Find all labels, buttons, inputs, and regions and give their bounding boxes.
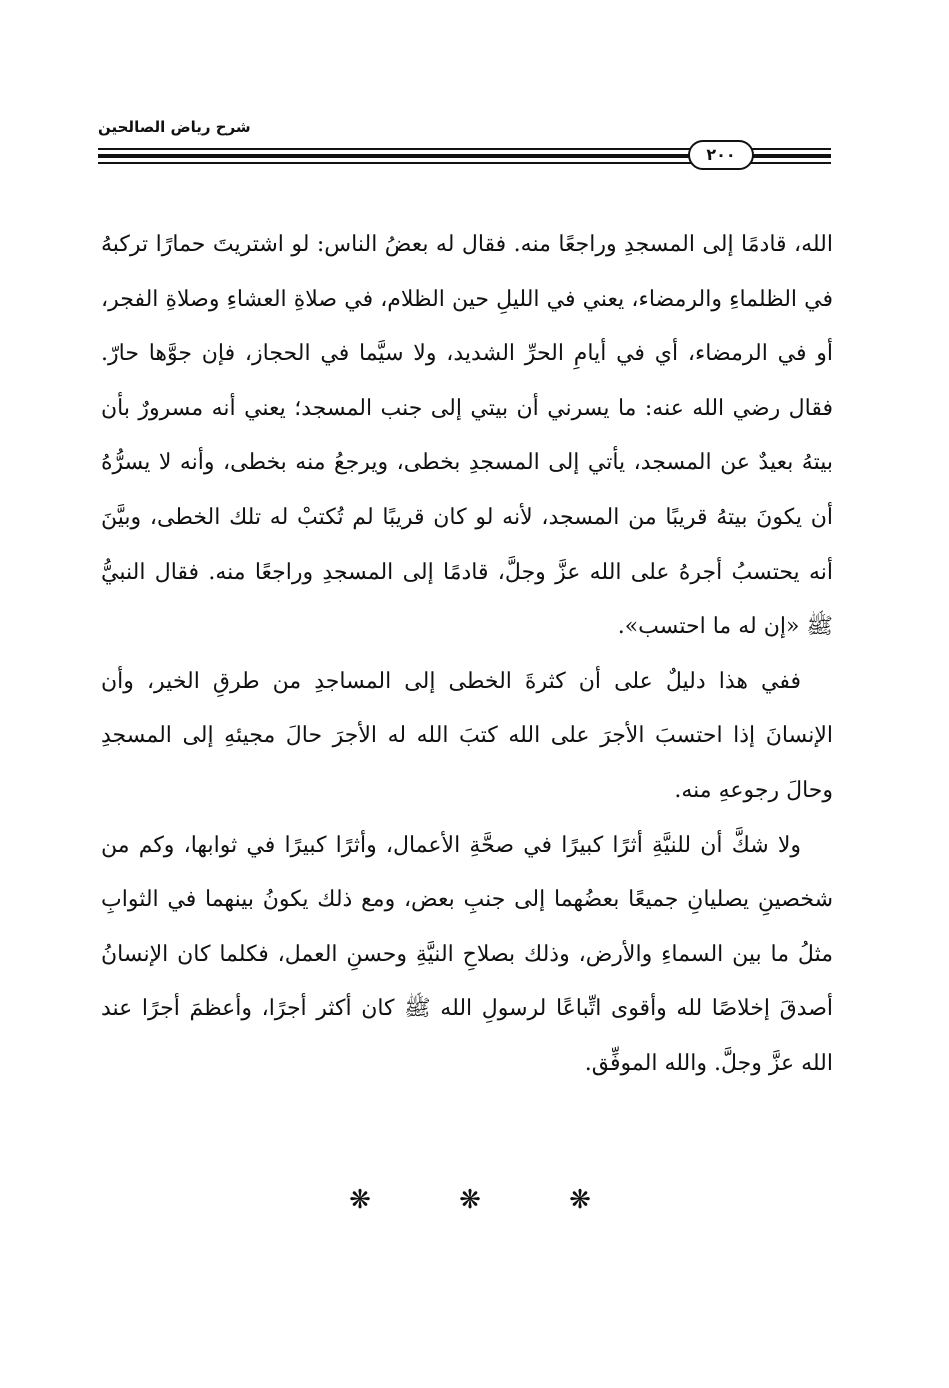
divider-star-icon: ❋	[459, 1185, 481, 1215]
divider-star-icon: ❋	[569, 1185, 591, 1215]
divider-star-icon: ❋	[349, 1185, 371, 1215]
paragraph-1: الله، قادمًا إلى المسجدِ وراجعًا منه. فقال له بعضُ الناس: لو اشتريتَ حمارًا تركبهُ في الظلماءِ والرمضاء، يعني في الليلِ حين الظلام، في صلاةِ العشاءِ وصلاةِ الفجر، أو في الرمضاء، أي في أيامِ الحرِّ الشديد، ولا سيَّما في الحجاز، فإن جوَّها حارّ. فقال رضي الله عنه: ما يسرني أن بيتي إلى جنب المسجد؛ يعني أنه مسرورٌ بأن بيتهُ بعيدٌ عن المسجد، يأتي إلى المسجدِ بخطى، ويرجعُ منه بخطى، وأنه لا يسرُّهُ أن يكونَ بيتهُ قريبًا من المسجد، لأنه لو كان قريبًا لم تُكتبْ له تلك الخطى، وبيَّنَ أنه يحتسبُ أجرهُ على الله عزَّ وجلَّ، قادمًا إلى المسجدِ وراجعًا منه. فقال النبيُّ ﷺ «إن له ما احتسب».	[101, 232, 833, 640]
paragraph-2: ففي هذا دليلٌ على أن كثرةَ الخطى إلى المساجدِ من طرقِ الخير، وأن الإنسانَ إذا احتسبَ الأجرَ على الله كتبَ الله له الأجرَ حالَ مجيئهِ إلى المسجدِ وحالَ رجوعهِ منه.	[101, 668, 833, 803]
running-title: شرح رياض الصالحين	[98, 118, 251, 136]
page-header	[98, 118, 831, 178]
body-text	[101, 218, 833, 1092]
section-divider	[340, 1185, 600, 1215]
page-number: ٢٠٠	[688, 140, 754, 170]
paragraph-3: ولا شكَّ أن للنيَّةِ أثرًا كبيرًا في صحَّةِ الأعمال، وأثرًا كبيرًا في ثوابها، وكم من شخصينِ يصليانِ جميعًا بعضُهما إلى جنبِ بعض، ومع ذلك يكونُ بينهما في الثوابِ مثلُ ما بين السماءِ والأرض، وذلك بصلاحِ النيَّةِ وحسنِ العمل، فكلما كان الإنسانُ أصدقَ إخلاصًا لله وأقوى اتِّباعًا لرسولِ الله ﷺ كان أكثر أجرًا، وأعظمَ أجرًا عند الله عزَّ وجلَّ. والله الموفِّق.	[101, 832, 833, 1076]
